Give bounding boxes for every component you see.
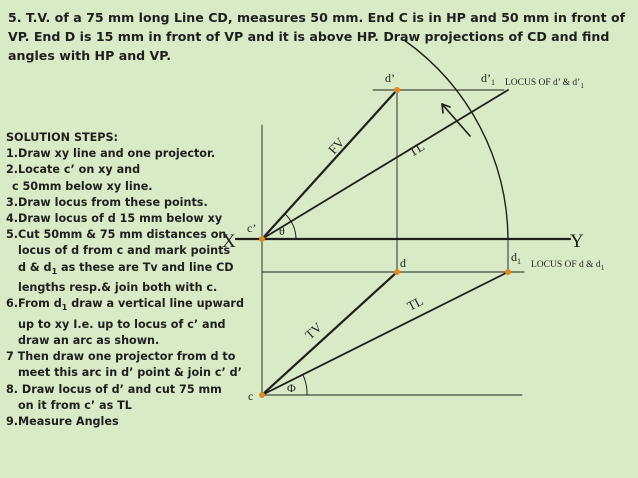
point-c-prime (259, 236, 265, 242)
locus-bottom-label (531, 260, 605, 272)
step-6a-pre: 6.From d (6, 297, 62, 311)
d1-prime-main: d’ (481, 71, 491, 85)
theta-label: θ (279, 224, 285, 238)
y-label: Y (570, 231, 584, 252)
tv-line (262, 272, 397, 395)
arc-arrow (442, 104, 470, 136)
x-label: X (222, 231, 236, 252)
locus-top-main: LOCUS OF d’ & d’ (505, 78, 581, 88)
theta-arc (285, 214, 296, 239)
problem-statement: 5. T.V. of a 75 mm long Line CD, measures 50 mm. End C is in HP and 50 mm in front of VP. End D is 15 mm in front of VP and it is above HP. Draw projections of CD and find angles with HP and VP. (8, 10, 626, 63)
step-2a: 2.Locate c’ on xy and (6, 163, 141, 177)
step-5b: locus of d from c and mark points (18, 244, 231, 258)
step-5a: 5.Cut 50mm & 75 mm distances on (6, 228, 227, 242)
d1-prime-sub: 1 (491, 78, 495, 87)
point-c (259, 392, 265, 398)
step-7b: meet this arc in d’ point & join c’ d’ (18, 366, 242, 380)
tl-bottom-label: TL (404, 293, 426, 314)
locus-top-sub: 1 (580, 82, 584, 90)
step-9: 9.Measure Angles (6, 414, 119, 428)
step-6b: up to xy I.e. up to locus of c’ and (18, 317, 226, 331)
step-6c: draw an arc as shown. (18, 333, 160, 347)
d1-prime-label (481, 71, 495, 87)
step-5c-post: as these are Tv and line CD (57, 260, 234, 274)
locus-top-label (505, 78, 584, 90)
c-prime-label: c’ (247, 221, 257, 235)
fv-label: FV (325, 134, 348, 158)
step-7a: 7 Then draw one projector from d to (6, 350, 236, 364)
tl-top-label: TL (405, 138, 428, 160)
point-d-prime (394, 87, 400, 93)
c-label: c (248, 389, 254, 403)
step-5c-sub: 1 (51, 266, 58, 276)
locus-bottom-main: LOCUS OF d & d (531, 260, 601, 270)
locus-bottom-sub: 1 (600, 264, 605, 272)
tl-bottom-line (262, 272, 508, 395)
point-d1 (505, 269, 511, 275)
steps-heading: SOLUTION STEPS: (6, 131, 119, 144)
step-2b: c 50mm below xy line. (12, 179, 153, 193)
d-prime-label: d’ (385, 71, 395, 85)
fv-line (262, 90, 397, 239)
phi-label: Φ (287, 381, 296, 395)
step-6a-sub: 1 (61, 303, 68, 313)
step-8a: 8. Draw locus of d’ and cut 75 mm (6, 382, 222, 396)
step-8b: on it from c’ as TL (18, 398, 132, 412)
d-label: d (400, 256, 406, 270)
d1-sub: 1 (517, 257, 521, 266)
step-1: 1.Draw xy line and one projector. (6, 147, 216, 161)
step-6a-post: draw a vertical line upward (67, 297, 244, 311)
step-4: 4.Draw locus of d 15 mm below xy (6, 212, 223, 226)
phi-arc (303, 375, 307, 395)
step-3: 3.Draw locus from these points. (6, 195, 208, 209)
step-5c-pre: d & d (18, 260, 52, 274)
d1-main: d (511, 250, 517, 264)
step-5d: lengths resp.& join both with c. (18, 281, 218, 295)
tv-label: TV (301, 319, 325, 343)
d1-label (511, 250, 521, 266)
